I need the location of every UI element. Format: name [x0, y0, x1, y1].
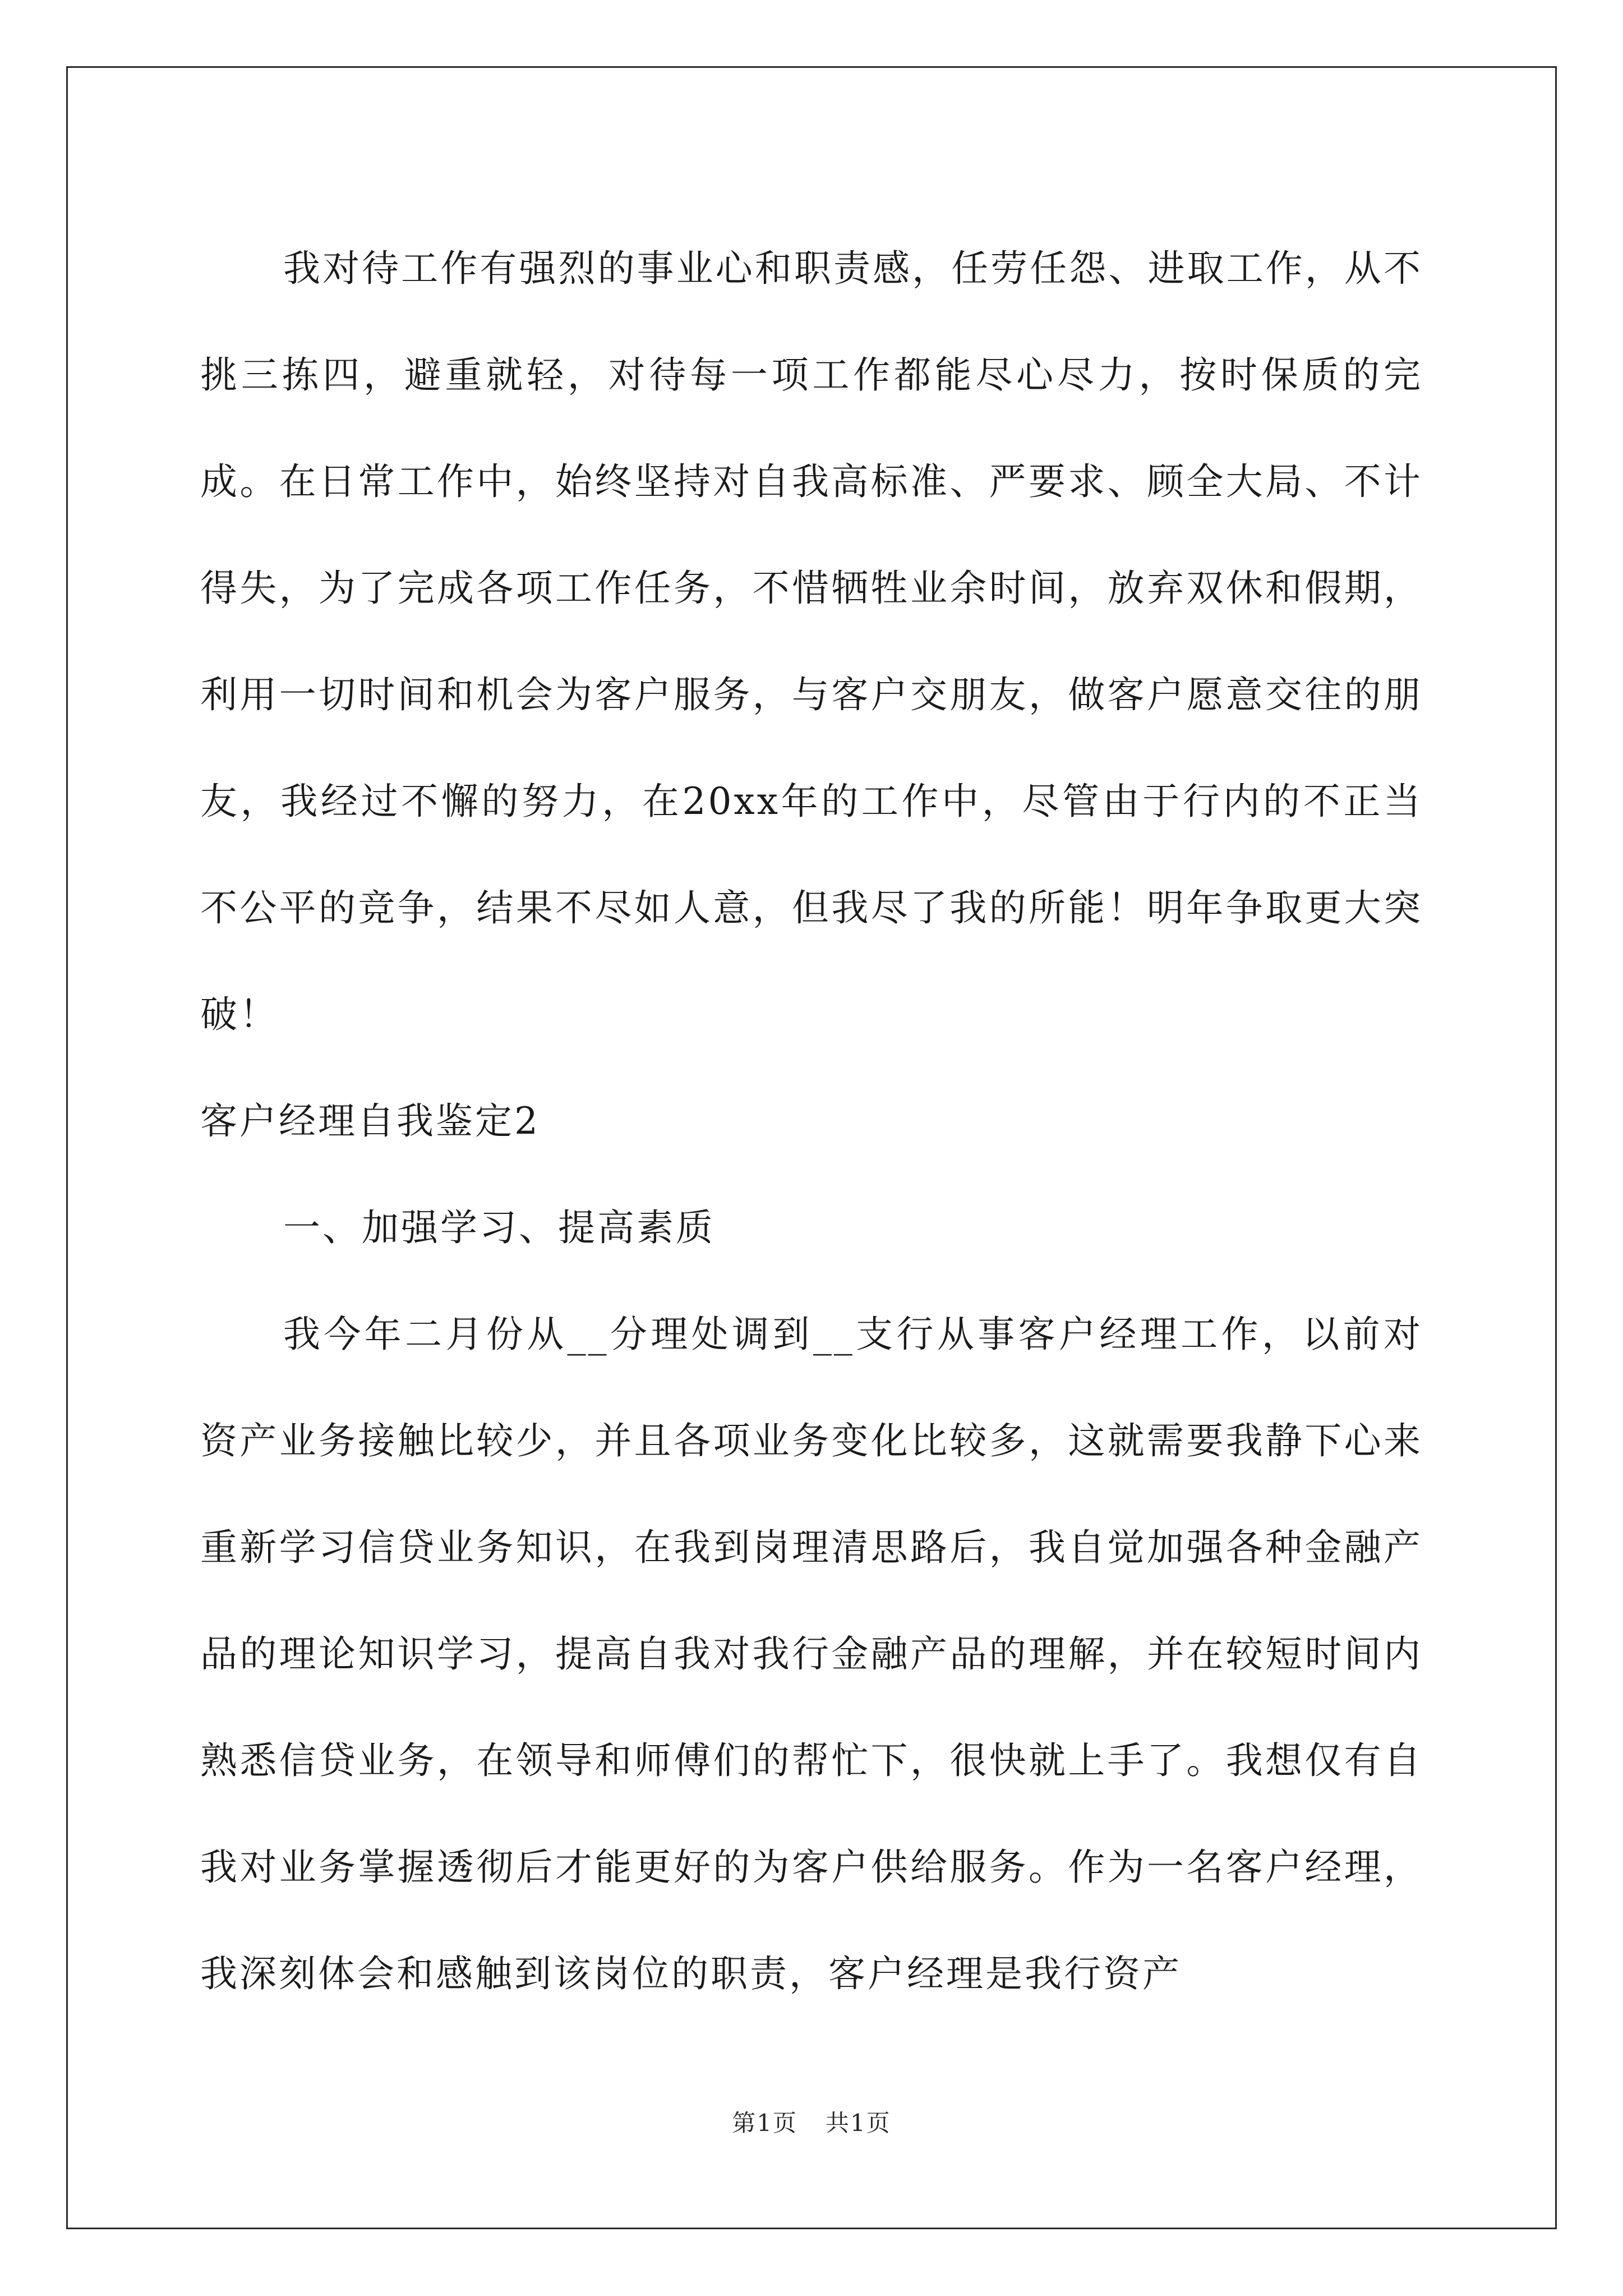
section-heading: 客户经理自我鉴定2	[200, 1099, 540, 1143]
paragraph-work-attitude: 我对待工作有强烈的事业心和职责感，任劳任怨、进取工作，从不挑三拣四，避重就轻，对待每一项工作都能尽心尽力，按时保质的完成。在日常工作中，始终坚持对自我高标准、严要求、顾全大局、不计得失，为了完成各项工作任务，不惜牺牲业余时间，放弃双休和假期，利用一切时间和机会为客户服务，与客户交朋友，做客户愿意交往的朋友，我经过不懈的努力，在20xx年的工作中，尽管由于行内的不正当不公平的竞争，结果不尽如人意，但我尽了我的所能！明年争取更大突破！	[200, 247, 1423, 1036]
paragraph-learning: 我今年二月份从__分理处调到__支行从事客户经理工作，以前对资产业务接触比较少，并且各项业务变化比较多，这就需要我静下心来重新学习信贷业务知识，在我到岗理清思路后，我自觉加强各种金融产品的理论知识学习，提高自我对我行金融产品的理解，并在较短时间内熟悉信贷业务，在领导和师傅们的帮忙下，很快就上手了。我想仅有自我对业务掌握透彻后才能更好的为客户供给服务。作为一名客户经理，我深刻体会和感触到该岗位的职责，客户经理是我行资产	[200, 1313, 1423, 1995]
page-footer	[0, 2105, 1623, 2138]
document-body	[200, 215, 1423, 2027]
subheading-learning: 一、加强学习、提高素质	[283, 1206, 715, 1249]
page-total: 共1页	[826, 2109, 891, 2137]
page-number: 第1页	[732, 2109, 797, 2137]
